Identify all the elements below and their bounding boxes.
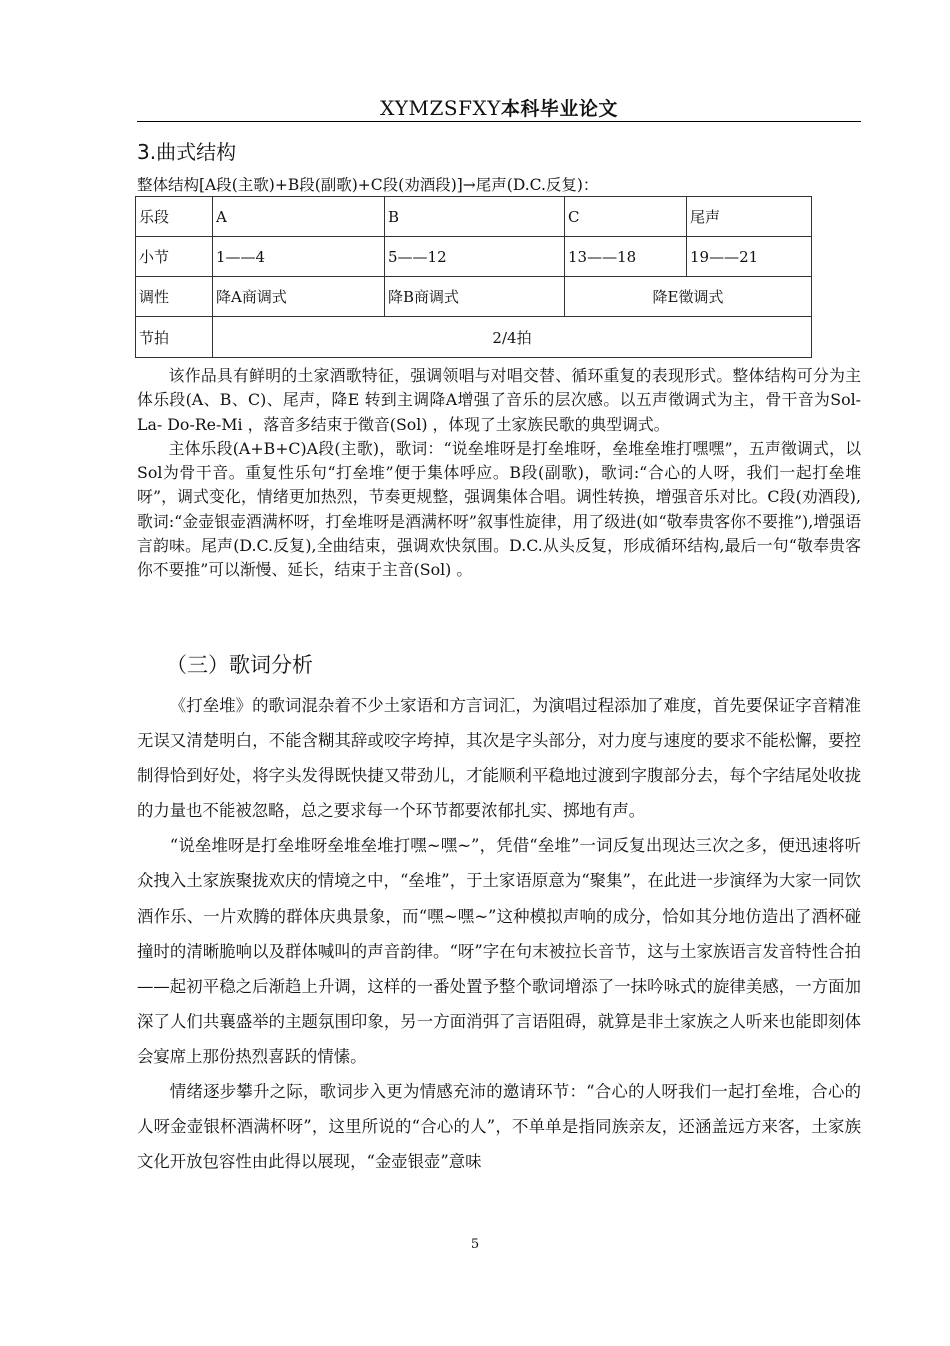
table-cell: 小节 — [136, 237, 213, 277]
table-row — [136, 237, 812, 277]
table-cell: A — [213, 197, 385, 237]
table-row — [136, 277, 812, 317]
paragraph: 该作品具有鲜明的土家酒歌特征，强调领唱与对唱交替、循环重复的表现形式。整体结构可分为主体乐段(A、B、C)、尾声，降E 转到主调降A增强了音乐的层次感。以五声徵调式为主，骨干音为Sol-La- Do-Re-Mi ，落音多结束于徵音(Sol) ，体现了土家族民歌的典型调式。 — [137, 366, 861, 434]
table-cell: 节拍 — [136, 317, 213, 358]
header-code: XYMZSFXY — [380, 96, 501, 120]
paragraph: “说垒堆呀是打垒堆呀垒堆垒堆打嘿~嘿~”，凭借“垒堆”一词反复出现达三次之多，便迅速将听众拽入土家族聚拢欢庆的情境之中，“垒堆”，于土家语原意为“聚集”，在此进一步演绎为大家一同饮酒作乐、一片欢腾的群体庆典景象，而“嘿~嘿~”这种模拟声响的成分，恰如其分地仿造出了酒杯碰撞时的清晰脆响以及群体喊叫的声音韵律。“呀”字在句末被拉长音节，这与土家族语言发音特性合拍——起初平稳之后渐趋上升调，这样的一番处置予整个歌词增添了一抹吟咏式的旋律美感，一方面加深了人们共襄盛举的主题氛围印象，另一方面消弭了言语阻碍，就算是非土家族之人听来也能即刻体会宴席上那份热烈喜跃的情愫。 — [137, 836, 861, 1066]
table-cell: 2/4拍 — [213, 317, 812, 358]
table-cell: B — [385, 197, 565, 237]
table-cell: 降E徵调式 — [565, 277, 812, 317]
section-heading: 3.曲式结构 — [137, 140, 237, 164]
table-row — [136, 317, 812, 358]
table-cell: 降A商调式 — [213, 277, 385, 317]
table-row — [136, 197, 812, 237]
page-header — [137, 94, 861, 121]
paragraph: 情绪逐步攀升之际，歌词步入更为情感充沛的邀请环节：“合心的人呀我们一起打垒堆，合心的人呀金壶银杯酒满杯呀”，这里所说的“合心的人”，不单单是指同族亲友，还涵盖远方来客，土家族文化开放包容性由此得以展现，“金壶银壶”意味 — [137, 1082, 861, 1172]
table-cell: 降B商调式 — [385, 277, 565, 317]
table-cell: 19——21 — [687, 237, 812, 277]
table-cell: C — [565, 197, 687, 237]
table-cell: 乐段 — [136, 197, 213, 237]
subsection-heading: （三）歌词分析 — [166, 653, 313, 677]
structure-table — [135, 196, 812, 358]
analysis-paragraphs — [137, 364, 861, 583]
paragraph: 《打垒堆》的歌词混杂着不少土家语和方言词汇，为演唱过程添加了难度，首先要保证字音精准无误又清楚明白，不能含糊其辞或咬字垮掉，其次是字头部分，对力度与速度的要求不能松懈，要控制得恰到好处，将字头发得既快捷又带劲儿，才能顺利平稳地过渡到字腹部分去，每个字结尾处收拢的力量也不能被忽略，总之要求每一个环节都要浓郁扎实、掷地有声。 — [137, 696, 861, 821]
table-cell: 13——18 — [565, 237, 687, 277]
table-cell: 尾声 — [687, 197, 812, 237]
paragraph: 主体乐段(A+B+C)A段(主歌)，歌词：“说垒堆呀是打垒堆呀，垒堆垒堆打嘿嘿”，五声徵调式，以Sol为骨干音。重复性乐句“打垒堆”便于集体呼应。B段(副歌)，歌词:“合心的人呀，我们一起打垒堆呀”，调式变化，情绪更加热烈，节奏更规整，强调集体合唱。调性转换，增强音乐对比。C段(劝酒段),歌词:“金壶银壶酒满杯呀，打垒堆呀是酒满杯呀”叙事性旋律，用了级进(如“敬奉贵客你不要推”),增强语言韵味。尾声(D.C.反复),全曲结束，强调欢快氛围。D.C.从头反复，形成循环结构,最后一句“敬奉贵客你不要推”可以渐慢、延长，结束于主音(Sol) 。 — [137, 438, 861, 580]
table-cell: 5——12 — [385, 237, 565, 277]
table-cell: 1——4 — [213, 237, 385, 277]
table-cell: 调性 — [136, 277, 213, 317]
header-title: 本科毕业论文 — [500, 98, 618, 120]
header-rule — [137, 121, 861, 122]
page-number: 5 — [470, 1237, 480, 1252]
lyrics-paragraphs — [137, 688, 861, 1179]
overall-structure-line: 整体结构[A段(主歌)+B段(副歌)+C段(劝酒段)]→尾声(D.C.反复)： — [137, 176, 599, 194]
